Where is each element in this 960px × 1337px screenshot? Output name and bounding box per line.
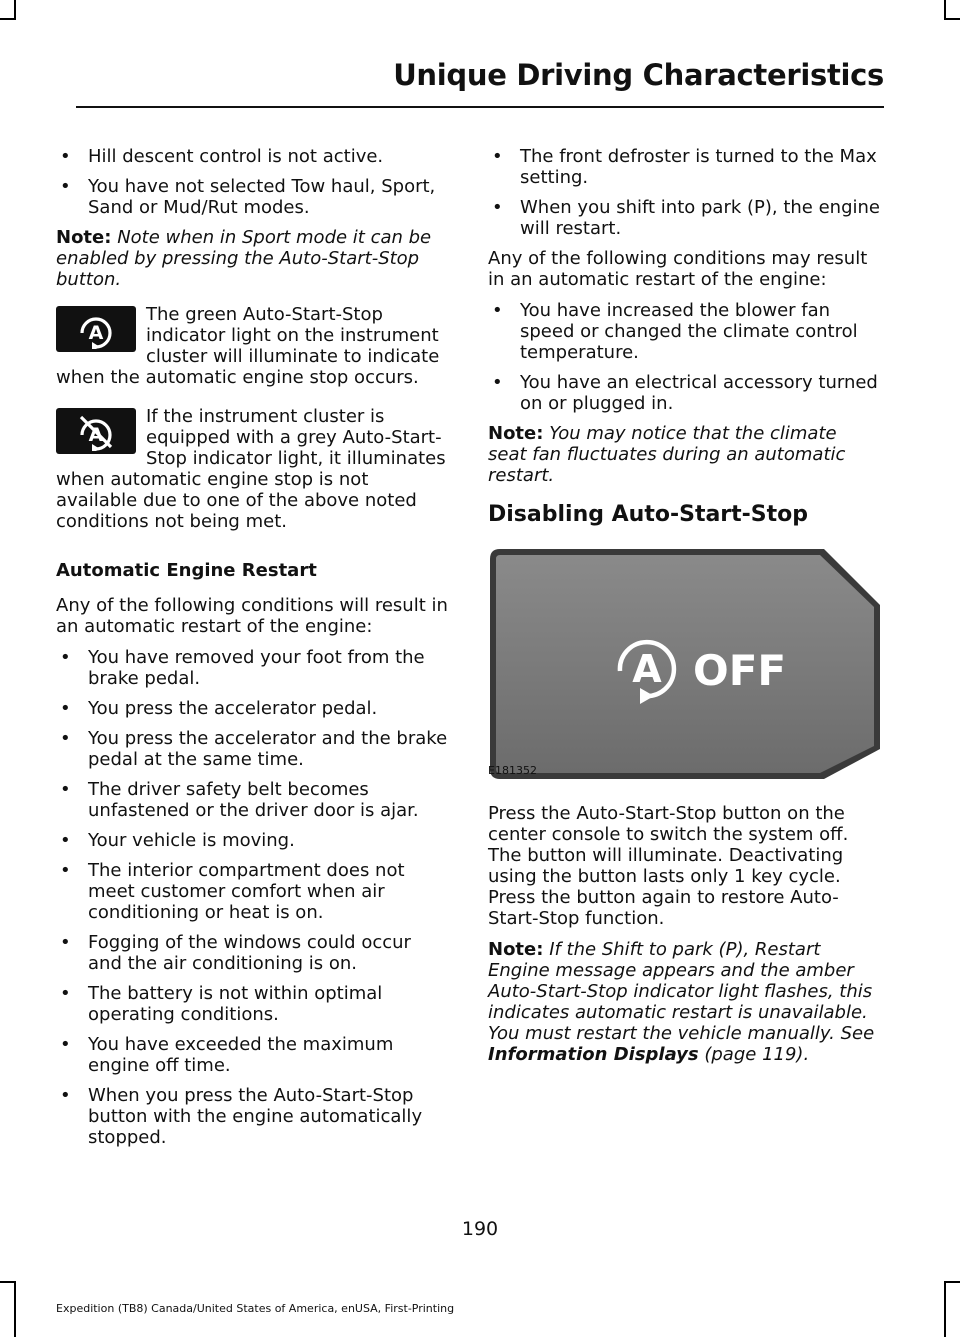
indicator-description-green: A The green Auto-Start-Stop indicator light on the instrument cluster will illuminate to indicate when the automatic engine stop occurs. [56,304,440,388]
crop-mark [14,1281,16,1337]
list-item: • You press the accelerator pedal. [60,698,378,719]
figure-code: E181352 [488,764,537,777]
page-title: Unique Driving Characteristics [393,58,884,92]
information-displays-link[interactable]: Information Displays [488,1044,699,1065]
button-illustration [488,549,880,781]
crop-mark [944,1281,946,1337]
list-item: • The driver safety belt becomes unfastened or the driver door is ajar. [60,779,419,821]
list-item: • Hill descent control is not active. [60,146,384,167]
note: Note: You may notice that the climate seat fan fluctuates during an automatic restart. [488,423,846,486]
right-column [488,146,880,1075]
list-item: • You press the accelerator and the brake pedal at the same time. [60,728,448,770]
sub-heading: Automatic Engine Restart [56,560,317,581]
list-item: • You have removed your foot from the brake pedal. [60,647,425,689]
list-item: • You have exceeded the maximum engine off time. [60,1034,394,1076]
paragraph: Press the Auto-Start-Stop button on the center console to switch the system off. The button will illuminate. Deactivating using the button lasts only 1 key cycle. Press the button again to restore Auto-Start-Stop function. [488,803,849,929]
list-item: • You have not selected Tow haul, Sport, Sand or Mud/Rut modes. [60,176,436,218]
list-item: • The front defroster is turned to the Max setting. [492,146,877,188]
off-label: OFF [693,646,787,695]
svg-text:A: A [632,647,662,691]
auto-start-stop-button-figure [488,549,880,781]
crop-mark [944,1281,960,1283]
list-item: • The battery is not within optimal operating conditions. [60,983,383,1025]
page-number: 190 [461,1218,499,1240]
crop-mark [944,0,946,20]
crop-mark [0,18,16,20]
list-item: • Your vehicle is moving. [60,830,295,851]
list-item: • When you shift into park (P), the engine will restart. [492,197,880,239]
footer: Expedition (TB8) Canada/United States of America, enUSA, First-Printing [56,1302,455,1315]
auto-start-stop-icon [56,306,136,352]
auto-start-stop-unavailable-icon [56,408,136,454]
section-heading: Disabling Auto-Start-Stop [488,502,809,527]
list-item: • The interior compartment does not meet customer comfort when air conditioning or heat is on. [60,860,405,923]
svg-text:A: A [88,424,104,446]
note: Note: Note when in Sport mode it can be enabled by pressing the Auto-Start-Stop button. [56,227,432,290]
list-item: • You have increased the blower fan speed or changed the climate control temperature. [492,300,858,363]
indicator-description-grey: A If the instrument cluster is equipped with a grey Auto-Start-Stop indicator light, it illuminates when automatic engine stop is not available due to one of the above noted conditions not being met. [56,406,446,532]
note: Note: If the Shift to park (P), Restart Engine message appears and the amber Auto-Start-Stop indicator light flashes, this indicates automatic restart is unavailable. You must restart the vehicle manually. See Information Displays (page 119). [488,939,875,1065]
paragraph: Any of the following conditions may result in an automatic restart of the engine: [488,248,868,290]
left-column [56,146,448,1157]
list-item: • When you press the Auto-Start-Stop button with the engine automatically stopped. [60,1085,423,1148]
crop-mark [944,18,960,20]
crop-mark [14,0,16,20]
svg-text:A: A [88,322,104,344]
list-item: • You have an electrical accessory turned on or plugged in. [492,372,878,414]
list-item: • Fogging of the windows could occur and the air conditioning is on. [60,932,411,974]
header-divider [76,106,884,108]
paragraph: Any of the following conditions will result in an automatic restart of the engine: [56,595,448,637]
crop-mark [0,1281,16,1283]
